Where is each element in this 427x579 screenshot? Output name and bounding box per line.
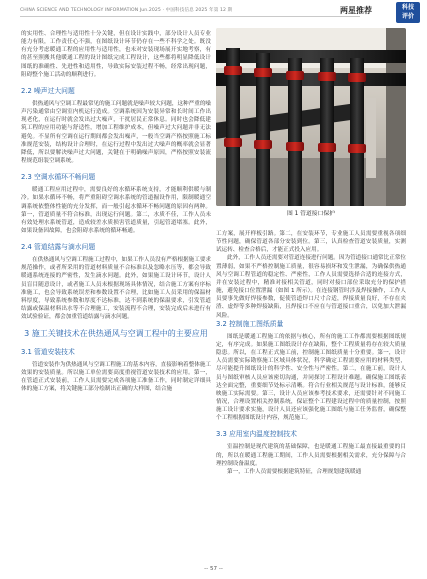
heading-3-2: 3.2 控制施工图纸质量 [216, 319, 284, 328]
paragraph: 工方案，展开样板引路。第二，在安装环节，专业施工人员需要重视各项细节性问题，确保管道各部分安装到位。第三，认真检查管道安装质量，实测试运转、检查合格后，才能正式投入应用。 [216, 231, 406, 254]
heading-3-3: 3.3 应用室内温度控制技术 [216, 430, 297, 439]
page-number: -- 57 -- [204, 566, 223, 572]
heading-2-3: 2.3 空调水循环不畅问题 [21, 173, 96, 182]
paragraph: 暖通工程应用过程中，需要良好的水循环系统支持，才能顺利供暖与制冷。如果水循环不畅，将严重阻碍空调水系统的管道掘设作用，限制暖通空调系统依整体性能的充分发挥，而一般引起水循环不畅问题的原因有两种。第一，管道质量不符合标准，出现运行问题。第二，水质不佳，工作人员未有效处理水系统管道，造成较差水质损害管道质量，引起管道堵塞。此外，如果设备因故障，也会阻碍水系统的循环畅通。 [21, 187, 211, 234]
heading-2-2: 2.2 噪声过大问题 [21, 86, 75, 95]
section-logo [396, 2, 420, 23]
heading-3: 3 施工关键技术在供热通风与空调工程中的主要应用 [24, 329, 208, 339]
figure-caption: 图 1 管道接口保护 [287, 211, 335, 217]
paragraph: 的实用性、合理性与适用性十分关键，但在设计实践中，部分设计人员专业能力有限，工作责任心不强，在图纸设计环节仍存在一些不科学之处。既没有充分考虑暖通工程的应用性与适用性，也未对安装现场展开实地考察，有的甚至照搬其他暖通工程的设计图纸完成工程设计，这些都将明显降低设计图纸的准确性、先进性和适用性，导致实际安装过程不畅，经常出现问题，阻碍整个施工活动的顺利进行。 [21, 31, 211, 78]
right-column [216, 230, 406, 476]
figure-pipe-joint-photo [216, 28, 406, 206]
paragraph: 第一，工作人员需要根据建筑特征，合理规划建筑暖通 [227, 468, 362, 475]
paragraph: 此外，工作人员还需要对管道连接进行问题。因为管道接口通常比正常位置薄弱，如果不严格控制施工质量，很容易损坏和发生泄漏，为确保供热通风与空调工程管道的稳定性、严密性，工作人员需要选择合适的连接方式，并在安装过程中，精准对接相关管道，同时对接口部位采取充分的保护措施，避免接口位置泄漏（如图 1 所示）。在连接钢管时涉及焊接操作，工作人员要事先做好焊接参数，促使管道焊口尺寸合适，焊接质量良好，不存在夹渣、虚焊等多种焊接缺陷，且焊接口不应在与管道接口重合，以免加大泄漏风险。 [216, 255, 407, 319]
logo-text-bottom: 评价 [401, 13, 414, 20]
page-header [0, 0, 427, 26]
paragraph: 管道安装作为供热通风与空调工程施工的基本内容，直接影响着整体施工效果的安装质量。所以施工单位需要高度重视管道安装技术的应用。第一，在管道正式安装前，工作人员需要完成各项施工准备工作，同时制定详细具体的施工方案，将关键施工部分绘制出正确的大样图，结合施 [21, 361, 212, 393]
logo-text-top: 科技 [401, 4, 414, 11]
paragraph: 图纸是暖通工程施工的依据与核心，所有的施工工作都需要根据图纸规定，有序完成。如果施工图纸设计存在缺陷，整个工程质量将存在较大质量隐患。所以，在工程正式施工前，控制施工图纸质量十分重要。第一，设计人员需要实际勘察施工区域具体状况，科学确定工程需要应用的材料类型，尽可能提升图纸设计的科学性、安全性与严密性。第二，在施工前，设计人员与图纸审核人员应该密切沟通，并同探讨工程设计难题。确保施工图纸表达全面完整，重要细节处标示清晰。符合行业相关规范与设计标准，能够反映施工实际需要。第三，设计人员应该参考技术要求，还需要针对不同施工情况，合理设置相关控制系统，保证整个工程建设过程中的质量控制，按照施工设计要求实施，设计人员还应该强化施工图纸与施工任务监督，确保整个工程根据图纸设计内容，规范施工。 [216, 333, 406, 422]
left-column [21, 30, 211, 394]
section-title: 两星推荐 [340, 6, 372, 15]
heading-3-1: 3.1 管道安装技术 [21, 347, 75, 356]
journal-info: CHINA SCIENCE AND TECHNOLOGY INFORMATION Jun.2025 · 中国科技信息 2025 年第 12 期 [20, 8, 233, 13]
paragraph: 在供热通风与空调工程施工过程中，如果工作人员没有严格根据施工要求规范操作，或者所采用的管道材料质量不合标准以及忽略水压等，都会导致暖通系统连接的严密性，发生滴水问题。此外，如果施工设计环节，设计人员盲目随意设计，或者施工人员未根据现场具体情况，结合施工方案有序标准施工，也会导致系统误差和参数设置不合理，比如施工人员采用的保温材料厚度，导致系统参数和厚度不达标准，达不到系统的保温要求，引发管道结露或保温材料出水等不合理施工，安装流程不合理，安装完成后未进行有效试验验证，都会加重管道结露与滴水问题。 [21, 257, 212, 321]
header-divider [20, 16, 360, 17]
paragraph: 供热通风与空调工程最常见的施工问题就是噪声较大问题，这种严重的噪声污染通常由空调室内机运行造成。空调系统因为安装异常和长时间工作出现老化，在运行时就会发出过大噪声，干扰居民正常休息。同时也会降低建筑工程的应用功能与舒适性，增加工程维护成本，但噪声过大问题并非无法避免。不显所有空调在运行期间都会发出噪声，一般当空调产格按照施工标准规范安装，结构设计合理时，在运行过程中发出过大噪声的概率就会显著降低，所以要解决噪声过大问题，关键在于明确噪声原因，严格按照安装流程规范组装空调系统。 [21, 100, 212, 165]
pipe-photo [216, 28, 406, 206]
paragraph: 室温控制是现代建筑的基础保障，也是暖通工程施工最直接最重要的目的，所以在暖通工程施工期间，工作人员需要根据相关需求，充分保障与合理控制设备温度。 [216, 444, 406, 467]
heading-2-4: 2.4 管道结露与滴水问题 [21, 243, 96, 252]
